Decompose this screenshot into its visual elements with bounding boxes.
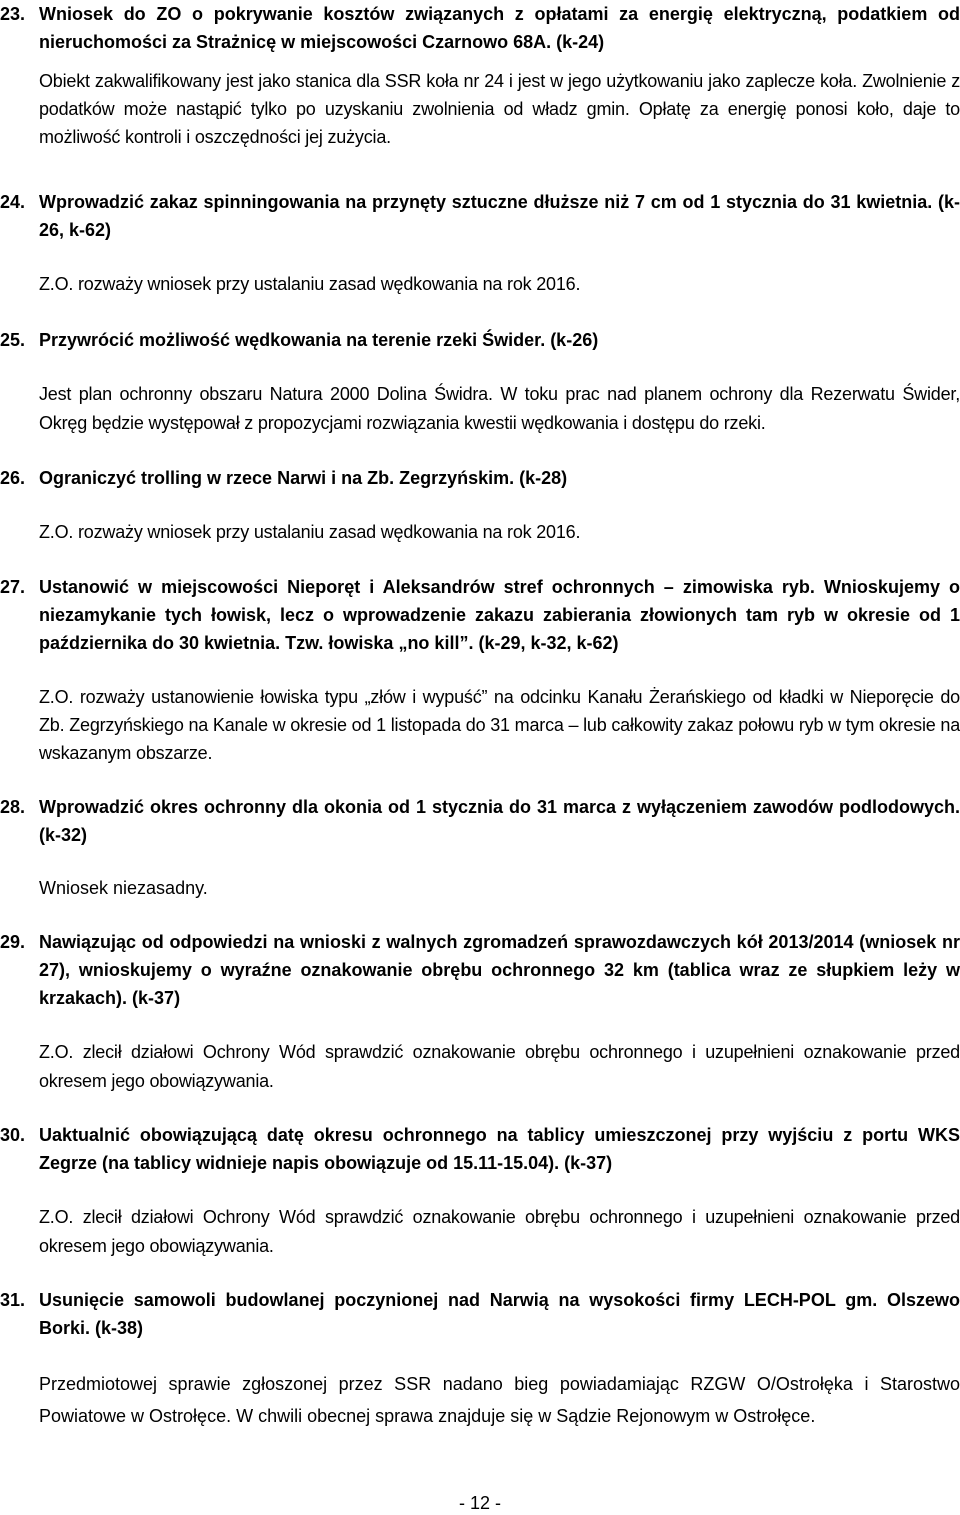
item-30 (0, 1121, 960, 1177)
item-number: 28. (0, 797, 26, 817)
item-heading (0, 1121, 960, 1177)
item-27 (0, 573, 960, 657)
item-response: Przedmiotowej sprawie zgłoszonej przez SSR nadano bieg powiadamiając RZGW O/Ostrołęka i Starostwo Powiatowe w Ostrołęce. W chwili obecnej sprawa znajduje się w Sądzie Rejonowym w Ostrołęce. (39, 1374, 960, 1426)
item-heading (0, 326, 960, 354)
item-response: Jest plan ochronny obszaru Natura 2000 Dolina Świdra. W toku prac nad planem ochrony dla Rezerwatu Świder, Okręg będzie występował z propozycjami rozwiązania kwestii wędkowania i dostępu do rzeki. (39, 384, 960, 433)
item-heading (0, 0, 960, 56)
item-number: 30. (0, 1125, 26, 1145)
item-23 (0, 0, 960, 56)
item-response: Z.O. rozważy wniosek przy ustalaniu zasad wędkowania na rok 2016. (39, 274, 581, 294)
page-number: - 12 - (458, 1493, 501, 1513)
item-number: 31. (0, 1290, 26, 1310)
item-heading (0, 188, 960, 244)
item-number: 24. (0, 192, 26, 212)
item-response: Z.O. zlecił działowi Ochrony Wód sprawdzić oznakowanie obrębu ochronnego i uzupełnieni oznakowanie przed okresem jego obowiązywania. (39, 1207, 960, 1256)
item-24 (0, 188, 960, 244)
item-25 (0, 326, 960, 354)
item-number: 29. (0, 932, 26, 952)
item-heading (0, 928, 960, 1012)
item-number: 25. (0, 330, 26, 350)
item-response: Z.O. rozważy ustanowienie łowiska typu „złów i wypuść” na odcinku Kanału Żerańskiego od kładki w Nieporęcie do Zb. Zegrzyńskiego na Kanale w okresie od 1 listopada do 31 marca – lub całkowity zakaz połowu ryb w tym okresie na wskazanym obszarze. (39, 687, 960, 763)
item-31 (0, 1286, 960, 1342)
item-response: Obiekt zakwalifikowany jest jako stanica dla SSR koła nr 24 i jest w jego użytkowaniu jako zaplecze koła. Zwolnienie z podatków może nastąpić tylko po uzyskaniu zwolnienia od władz gmin. Opłatę za energię ponosi koło, daje to możliwość kontroli i oszczędności jej zużycia. (39, 71, 960, 147)
item-heading (0, 793, 960, 849)
item-title: Uaktualnić obowiązującą datę okresu ochronnego na tablicy umieszczonej przy wyjściu z portu WKS Zegrze (na tablicy widnieje napis obowiązuje od 15.11-15.04). (k-37) (39, 1125, 960, 1173)
item-title: Ustanowić w miejscowości Nieporęt i Aleksandrów stref ochronnych – zimowiska ryb. Wnioskujemy o niezamykanie tych łowisk, lecz o wprowadzenie zakazu zabierania złowionych tam ryb w okresie od 1 października do 30 kwietnia. Tzw. łowiska „no kill”. (k-29, k-32, k-62) (39, 577, 960, 653)
item-26 (0, 464, 960, 492)
item-title: Usunięcie samowoli budowlanej poczynionej nad Narwią na wysokości firmy LECH-POL gm. Olszewo Borki. (k-38) (39, 1290, 960, 1338)
item-29 (0, 928, 960, 1012)
item-heading (0, 573, 960, 657)
item-title: Ograniczyć trolling w rzece Narwi i na Zb. Zegrzyńskim. (k-28) (39, 468, 568, 488)
item-title: Nawiązując od odpowiedzi na wnioski z walnych zgromadzeń sprawozdawczych kół 2013/2014 (wniosek nr 27), wnioskujemy o wyraźne oznakowanie obrębu ochronnego 32 km (tablica wraz ze słupkiem leży w krzakach). (k-37) (39, 932, 960, 1008)
item-response: Z.O. rozważy wniosek przy ustalaniu zasad wędkowania na rok 2016. (39, 522, 581, 542)
item-number: 27. (0, 577, 26, 597)
item-number: 26. (0, 468, 26, 488)
item-title: Wprowadzić okres ochronny dla okonia od 1 stycznia do 31 marca z wyłączeniem zawodów podlodowych. (k-32) (39, 797, 960, 845)
item-title: Wniosek do ZO o pokrywanie kosztów związanych z opłatami za energię elektryczną, podatkiem od nieruchomości za Strażnicę w miejscowości Czarnowo 68A. (k-24) (39, 4, 960, 52)
item-28 (0, 793, 960, 849)
item-number: 23. (0, 4, 26, 24)
item-title: Wprowadzić zakaz spinningowania na przynęty sztuczne dłuższe niż 7 cm od 1 stycznia do 31 kwietnia. (k-26, k-62) (39, 192, 960, 240)
item-response: Z.O. zlecił działowi Ochrony Wód sprawdzić oznakowanie obrębu ochronnego i uzupełnieni oznakowanie przed okresem jego obowiązywania. (39, 1042, 960, 1091)
item-title: Przywrócić możliwość wędkowania na terenie rzeki Świder. (k-26) (39, 330, 599, 350)
item-response: Wniosek niezasadny. (39, 878, 208, 898)
item-heading (0, 1286, 960, 1342)
item-heading (0, 464, 960, 492)
